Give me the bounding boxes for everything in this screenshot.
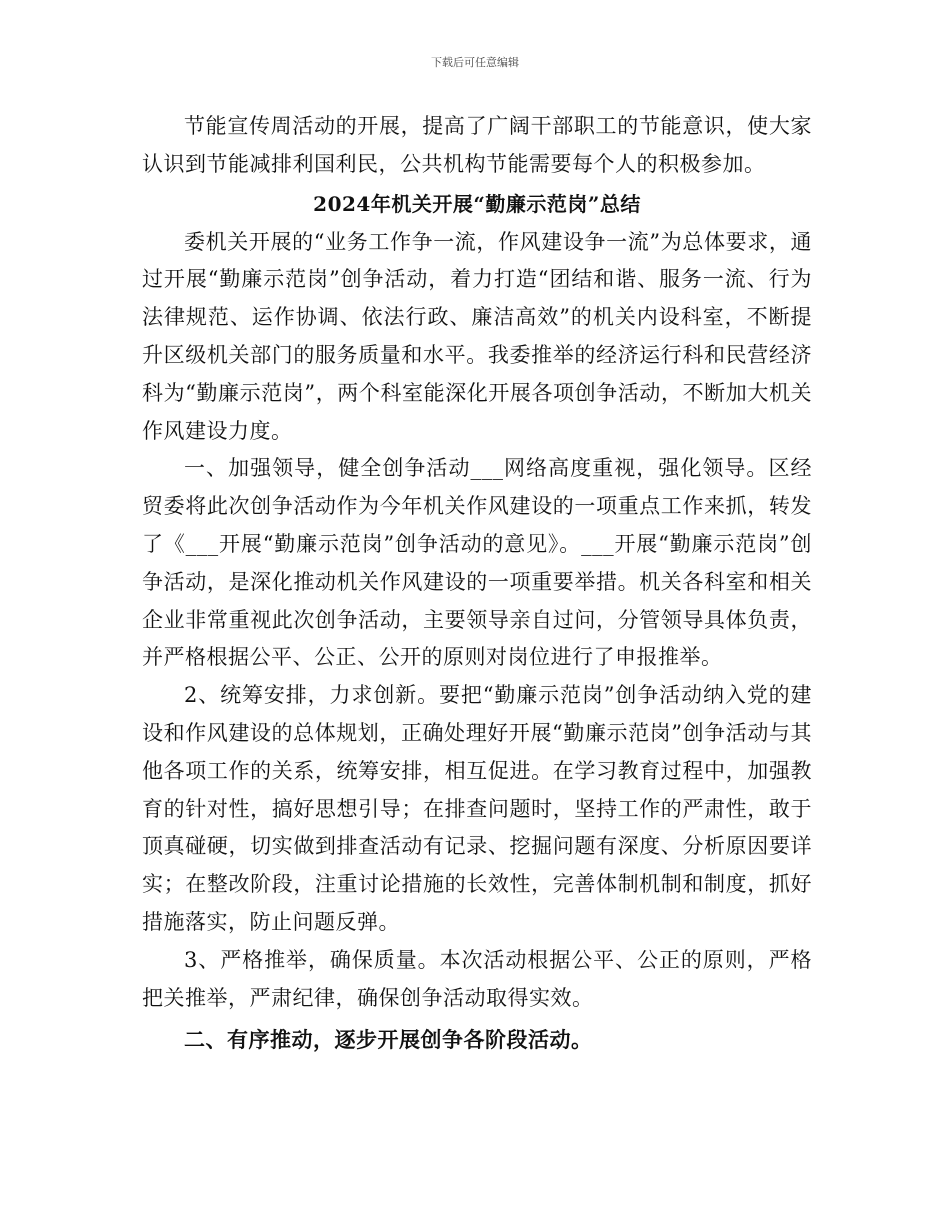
page-header: 下载后可任意编辑 [431,56,519,69]
body-paragraph-3: 2、统筹安排，力求创新。要把“勤廉示范岗”创争活动纳入党的建设和作风建设的总体规划，正确处理好开展“勤廉示范岗”创争活动与其他各项工作的关系，统筹安排，相互促进。在学习教育过程中，加强教育的针对性，搞好思想引导；在排查问题时，坚持工作的严肃性，敢于顶真碰硬，切实做到排查活动有记录、挖掘问题有深度、分析原因要详实；在整改阶段，注重讨论措施的长效性，完善体制机制和制度，抓好措施落实，防止问题反弹。 [142,683,812,934]
intro-paragraph: 节能宣传周活动的开展，提高了广阔干部职工的节能意识，使大家认识到节能减排利国利民，公共机构节能需要每个人的积极参加。 [142,114,812,176]
body-paragraph-4: 3、严格推举，确保质量。本次活动根据公平、公正的原则，严格把关推举，严肃纪律，确保创争活动取得实效。 [142,947,812,1010]
document-title: 2024年机关开展“勤廉示范岗”总结 [313,191,641,216]
body-paragraph-1: 委机关开展的“业务工作争一流，作风建设争一流”为总体要求，通过开展“勤廉示范岗”创争活动，着力打造“团结和谐、服务一流、行为法律规范、运作协调、依法行政、廉洁高效”的机关内设科室，不断提升区级机关部门的服务质量和水平。我委推举的经济运行科和民营经济科为“勤廉示范岗”，两个科室能深化开展各项创争活动，不断加大机关作风建设力度。 [142,229,812,443]
body-paragraph-2: 一、加强领导，健全创争活动___网络高度重视，强化领导。区经贸委将此次创争活动作为今年机关作风建设的一项重点工作来抓，转发了《___开展“勤廉示范岗”创争活动的意见》。___开展“勤廉示范岗”创争活动，是深化推动机关作风建设的一项重要举措。机关各科室和相关企业非常重视此次创争活动，主要领导亲自过问，分管领导具体负责，并严格根据公平、公正、公开的原则对岗位进行了申报推举。 [142,456,812,670]
section-heading: 二、有序推动，逐步开展创争各阶段活动。 [184,1027,593,1053]
document-body [142,108,812,1059]
